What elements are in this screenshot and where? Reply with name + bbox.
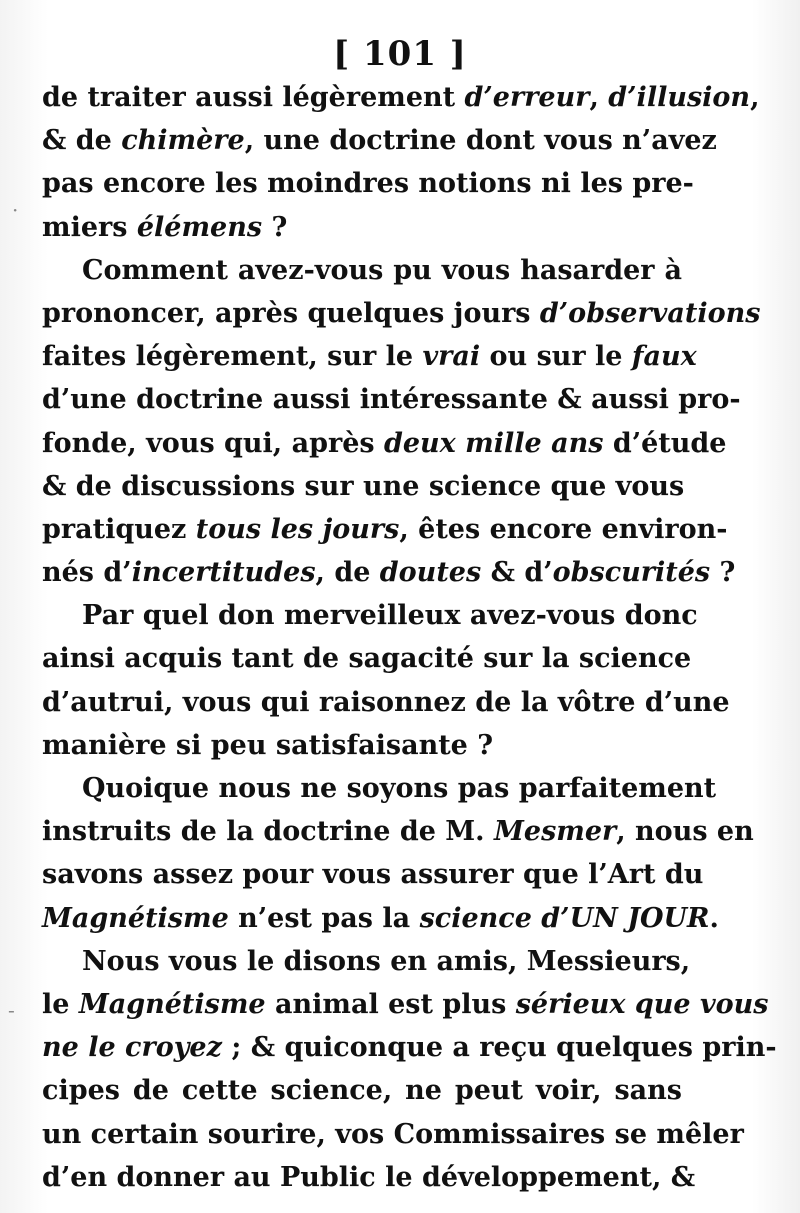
text-run: d’en donner au Public le développement, &: [42, 1161, 696, 1193]
text-line: [42, 594, 698, 637]
text-line: [42, 551, 736, 594]
text-line: [42, 1026, 777, 1069]
text-line: [42, 681, 730, 724]
text-run: ainsi acquis tant de sagacité sur la science: [42, 643, 692, 675]
text-line: [42, 637, 692, 680]
text-run: savons assez pour vous assurer que l’Art du: [42, 859, 704, 891]
text-run: ?: [262, 211, 288, 243]
margin-mark: ·: [12, 198, 19, 222]
text-line: [42, 378, 741, 421]
italic-text: faux: [631, 341, 697, 373]
italic-text: d’erreur: [464, 82, 590, 113]
text-run: ; & quiconque a reçu quelques prin-: [221, 1032, 777, 1064]
text-run: Quoique nous ne soyons pas parfaitement: [82, 773, 717, 804]
text-line: [42, 292, 761, 335]
text-line: [42, 767, 717, 810]
text-run: le: [42, 988, 79, 1020]
text-run: fonde, vous qui, après: [42, 427, 384, 459]
text-line: [42, 206, 682, 249]
italic-text: tous les jours: [195, 513, 400, 545]
italic-text: ne le croyez: [42, 1032, 222, 1064]
text-run: , nous en: [616, 816, 754, 848]
text-run: miers: [42, 211, 137, 243]
text-line: [42, 724, 682, 767]
text-run: un certain sourire, vos Commissaires se mêler: [42, 1118, 744, 1150]
italic-text: Magnétisme: [42, 902, 229, 934]
text-line: [42, 162, 694, 205]
text-run: de traiter aussi légèrement: [42, 82, 465, 113]
text-run: , une doctrine dont vous n’avez: [244, 125, 717, 157]
text-run: ou sur le: [480, 341, 632, 373]
text-line: [42, 983, 769, 1026]
italic-text: science d’UN JOUR: [419, 902, 710, 934]
text-run: , êtes encore environ-: [399, 513, 728, 545]
italic-text: vrai: [422, 341, 481, 373]
text-line: [42, 335, 697, 378]
text-run: Comment avez-vous pu vous hasarder à: [82, 254, 682, 286]
text-run: manière si peu satisfaisante ?: [42, 729, 494, 761]
italic-text: incertitudes: [131, 557, 316, 589]
text-line: [42, 853, 704, 896]
text-run: ?: [710, 557, 736, 589]
page-number: [ 101 ]: [333, 34, 467, 74]
italic-text: Magnétisme: [78, 988, 266, 1020]
italic-text: obscurités: [552, 557, 711, 589]
text-line: [42, 940, 691, 983]
text-run: & d’: [481, 557, 553, 589]
text-run: , de: [315, 557, 380, 589]
text-run: Nous vous le disons en amis, Messieurs,: [82, 945, 691, 977]
italic-text: élémens: [136, 211, 263, 243]
text-run: animal est plus: [265, 988, 516, 1020]
text-run: pratiquez: [42, 513, 196, 545]
text-run: pas encore les moindres notions ni les pre-: [42, 168, 694, 200]
text-run: ,: [589, 82, 609, 113]
text-run: & de: [42, 125, 122, 157]
text-run: n’est pas la: [228, 902, 420, 934]
text-run: & de discussions sur une science que vous: [42, 470, 685, 502]
text-run: Par quel don merveilleux avez-vous donc: [82, 600, 698, 632]
text-run: prononcer, après quelques jours: [42, 297, 540, 329]
italic-text: chimère: [121, 125, 245, 157]
text-run: d’autrui, vous qui raisonnez de la vôtre d’une: [42, 686, 730, 718]
text-run: cipes de cette science, ne peut voir, sans: [42, 1075, 682, 1107]
margin-mark: -: [8, 998, 15, 1022]
text-run: d’une doctrine aussi intéressante & aussi pro-: [42, 384, 741, 416]
italic-text: sérieux que vous: [515, 988, 769, 1020]
text-run: .: [709, 902, 719, 934]
text-run: nés d’: [42, 557, 132, 589]
italic-text: Mesmer: [494, 816, 617, 848]
text-run: instruits de la doctrine de M.: [42, 816, 494, 848]
italic-text: d’illusion: [608, 82, 751, 113]
italic-text: doutes: [379, 557, 482, 589]
text-run: d’étude: [603, 427, 727, 459]
text-run: ,: [750, 82, 760, 113]
text-line: [42, 897, 719, 940]
text-line: [42, 119, 717, 162]
text-line: [42, 1113, 744, 1156]
text-line: [42, 249, 682, 292]
text-line: [42, 1069, 682, 1112]
text-line: [42, 422, 727, 465]
italic-text: d’observations: [539, 297, 761, 329]
text-line: [42, 508, 728, 551]
text-line: [42, 1156, 696, 1199]
italic-text: deux mille ans: [383, 427, 604, 459]
body-text: [42, 76, 777, 1199]
text-run: faites légèrement, sur le: [42, 341, 423, 373]
text-line: [42, 76, 760, 119]
text-line: [42, 465, 685, 508]
text-line: [42, 810, 754, 853]
